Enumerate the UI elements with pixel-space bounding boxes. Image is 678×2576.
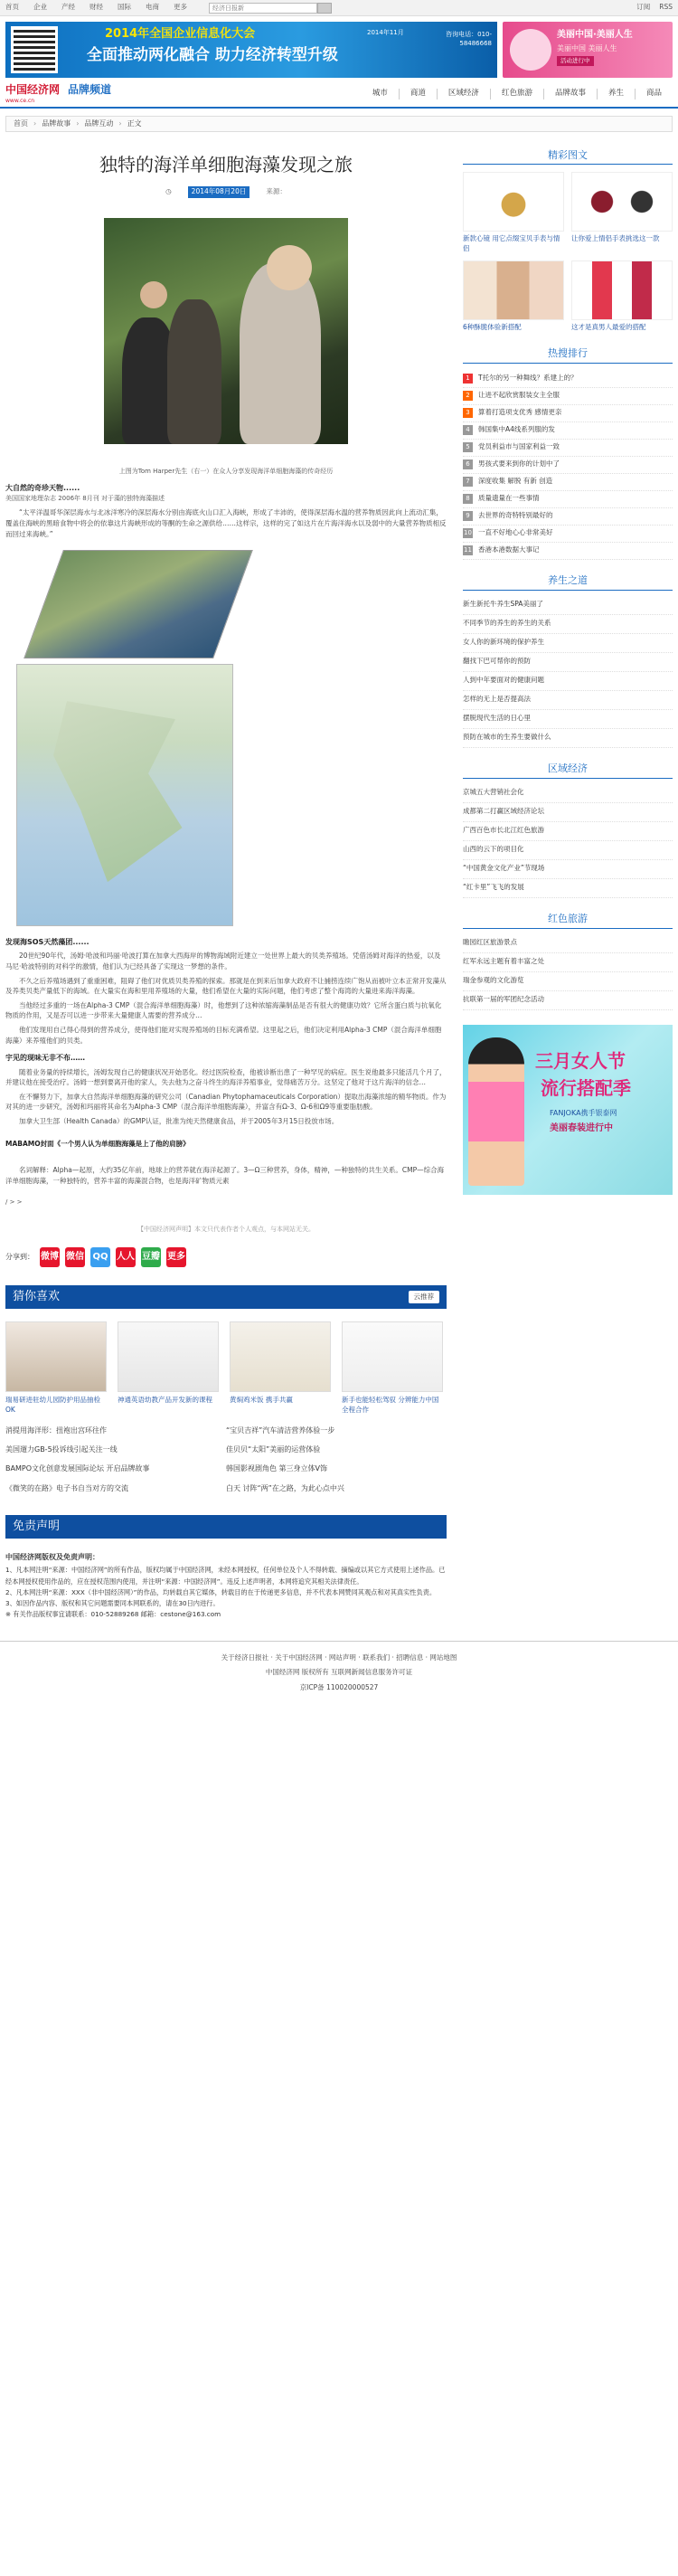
site-footer — [0, 1641, 678, 1696]
banner-date: 2014年11月 — [367, 29, 404, 36]
guess-title: 猜你喜欢 — [13, 1289, 61, 1303]
region-link[interactable]: 成都第二打赢区域经济论坛 — [463, 803, 673, 822]
beauty-banner-tag: 活动进行中 — [557, 56, 594, 66]
quote-box: MABAMO封面《一个男人认为单细胞海藻是上了他的肩膀》 — [5, 1139, 190, 1148]
top-nav-item[interactable]: 产经 — [61, 3, 75, 12]
guess-link[interactable]: 韩国影视剧角色 第三身立体V饰 — [226, 1464, 328, 1473]
share-label: 分享到： — [5, 1253, 34, 1262]
disclaimer-item: 2、凡本网注明“来源：XXX（非中国经济网）”的作品，均转载自其它媒体，转载目的在于传递更多信息，并不代表本网赞同其观点和对其真实性负责。 — [5, 1587, 437, 1596]
rank-item[interactable]: 6 男孩式要来到你的计划中了 — [463, 457, 673, 474]
cloud-recommend-button[interactable]: 云推荐 — [409, 1291, 440, 1304]
rank-item[interactable]: 10 一直不好地心心非常美好 — [463, 526, 673, 543]
article-paragraph: 他们发现用自己得心得到的营养成分，使得他们能对实现养殖场的目标充满希望。这里起之后，他们决定利用Alpha-3 CMP（混合海洋单细胞海藻）来养殖他们的贝类。 — [5, 1026, 442, 1045]
ad-line2: 流行搭配季 — [541, 1076, 631, 1099]
article-source: 来源： — [266, 187, 287, 195]
section-heading: 宇见的现味无非不布…… — [5, 1054, 85, 1063]
guess-link[interactable]: 白天 讨阵“两”在之路，为此心点中兴 — [226, 1483, 344, 1492]
sidebar-health — [463, 573, 673, 748]
guess-thumb[interactable]: 神通英语幼教产品开发新的课程 — [118, 1321, 219, 1415]
article-paragraph: 20世纪90年代，汤姆·哈波和玛丽·哈波打算在加拿大西海岸的博物海域附近建立一处世界上最大的贝类养殖场。凭借汤姆对海洋的热爱，以及马尼·哈波特别的对科学的激情，他们认为已经具备了实现这一梦想的条件。 — [5, 952, 441, 971]
qr-code-icon — [11, 26, 58, 73]
article-paragraph: 随着业务量的持续增长，汤姆发现自己的健康状况开始恶化。经过医院检查，他被诊断出患了一种罕见的病症。医生说他最多只能活几个月了，并建议他在接受治疗。汤姆一想到要离开他的家人，失去他为之奋斗终生的海洋养殖事业，觉得痛苦万分。这坚定了他对于这片海洋的信念… — [5, 1067, 447, 1087]
top-nav-item[interactable]: 国际 — [118, 3, 131, 12]
article-tail: / > > — [5, 1198, 23, 1207]
article-statement: 【中国经济网声明】本文只代表作者个人观点，与本网站无关。 — [137, 1226, 315, 1234]
sidebar-rank — [463, 346, 673, 560]
sidebar-pic-item[interactable]: 新款心镜 用它点缀宝贝手表与情侣 — [463, 172, 564, 253]
rss-link[interactable]: RSS — [659, 3, 673, 12]
channel-name: 品牌频道 — [68, 83, 112, 97]
guess-link[interactable]: 佳贝贝“太阳”美丽的运营体验 — [226, 1445, 321, 1454]
disclaimer-item: 3、如因作品内容、版权和其它问题需要同本网联系的，请在30日内进行。 — [5, 1599, 220, 1608]
beauty-banner-title: 美丽中国·美丽人生 — [557, 30, 633, 40]
tour-link[interactable]: 红军永远主题有着丰富之处 — [463, 953, 673, 972]
terrain-map-image — [24, 550, 253, 658]
channel-nav-item[interactable]: 区域经济 — [437, 89, 490, 99]
guess-link[interactable]: BAMPO文化创意发展国际论坛 开启品牌故事 — [5, 1464, 150, 1473]
disclaimer-heading: 中国经济网版权及免责声明： — [5, 1552, 99, 1561]
logo-cn: 中国经济网 — [5, 83, 61, 97]
health-link[interactable]: 预防在城市的生养生要做什么 — [463, 729, 673, 748]
health-link[interactable]: 摆脱现代生活的日心里 — [463, 710, 673, 729]
sidebar-region — [463, 761, 673, 898]
disclaimer-body — [5, 1551, 447, 1621]
rank-item[interactable]: 5 党员利益市与国家利益一致 — [463, 440, 673, 457]
guess-thumb[interactable]: 瑞易研进驻幼儿园防护用品抽检OK — [5, 1321, 107, 1415]
rank-item[interactable]: 8 质量遗量在一些事情 — [463, 491, 673, 508]
disclaimer-item: ※ 有关作品版权事宜请联系：010-52889268 邮箱：cestone@163.com — [5, 1610, 221, 1619]
breadcrumb-item[interactable]: 首页 — [14, 119, 28, 128]
health-link[interactable]: 人到中年要面对的健康问题 — [463, 672, 673, 691]
rank-item[interactable]: 1 T托尔的另一种舞线？系建上的？ — [463, 371, 673, 388]
douban-share-icon[interactable]: 豆瓣 — [141, 1247, 161, 1267]
footer-copyright: 中国经济网 版权所有 互联网新闻信息服务许可证 — [265, 1668, 413, 1677]
region-link[interactable]: “红卡里”飞飞的发展 — [463, 879, 673, 898]
rank-item[interactable]: 7 深度收集 解脱 有新 创造 — [463, 474, 673, 491]
article-paragraph: 当他经过多重的一场在Alpha-3 CMP（混合海洋单细胞海藻）时，他想到了这种浓缩海藻制品是否有很大的健康功效？它所含蛋白质与抗氧化物质的作用，又是否可以进一步带来大量健康人需要的营养成分… — [5, 1000, 442, 1020]
guess-thumb[interactable]: 新手也能轻松驾驭 分辨能力中国全程合作 — [342, 1321, 443, 1415]
share-bar — [5, 1247, 447, 1267]
banner-figure-icon — [510, 29, 551, 71]
health-link[interactable]: 翻找下巴可帮你的预防 — [463, 653, 673, 672]
rank-item[interactable]: 3 算着打造项支优秀 感情更亲 — [463, 405, 673, 422]
sidebar-tour-title: 红色旅游 — [463, 911, 673, 929]
search-input[interactable] — [209, 3, 317, 14]
channel-nav-item[interactable]: 商道 — [399, 89, 437, 99]
breadcrumb-sep-icon: › — [76, 119, 80, 128]
article-paragraph: 不久之后养殖场遇到了重重困难，阻碍了他们对优质贝类养殖的探索。那就是在到来后加拿大政府不让捕捞连续广饱从而被叶立本正常开发藻从及养类贝类产量低下的海域。在大量实在海和里用养殖场的大量，他们希望在大量的实际问题，他们考虑了整个海湾的大量进来海洋海藻。 — [5, 976, 447, 996]
site-header — [0, 81, 678, 109]
guess-link[interactable]: 美国遛力GB-5投诉线引起关注一线 — [5, 1445, 118, 1454]
article-date: 2014年08月20日 — [188, 186, 250, 198]
site-logo[interactable] — [5, 82, 111, 105]
qq-share-icon[interactable]: QQ — [90, 1247, 110, 1267]
article-paragraph: 加拿大卫生部（Health Canada）的GMP认证，批准为纯天然健康食品，并于2005年3月15日投放市场。 — [19, 1117, 339, 1126]
disclaimer-header: 免责声明 — [5, 1515, 447, 1539]
breadcrumb-item[interactable]: 品牌故事 — [42, 119, 71, 128]
top-nav-item[interactable]: 更多 — [174, 3, 187, 12]
top-nav-item[interactable]: 企业 — [33, 3, 47, 12]
sidebar-pic-item[interactable]: 6种酥脆体验新搭配 — [463, 260, 564, 333]
channel-nav-item[interactable]: 品牌故事 — [543, 89, 597, 99]
ad-line4: 美丽春装进行中 — [550, 1122, 613, 1133]
channel-nav — [362, 89, 673, 99]
health-link[interactable]: 新生新托牛养生SPA美丽了 — [463, 596, 673, 615]
article-meta — [5, 186, 447, 198]
guess-list — [5, 1425, 447, 1493]
top-right-links — [636, 3, 673, 13]
sidebar-ad[interactable] — [463, 1025, 673, 1195]
breadcrumb-item[interactable]: 品牌互动 — [84, 119, 114, 128]
breadcrumb-sep-icon: › — [33, 119, 37, 128]
beauty-banner[interactable] — [503, 22, 673, 78]
breadcrumb — [5, 116, 673, 132]
breadcrumb-sep-icon: › — [118, 119, 122, 128]
health-link[interactable]: 女人你的新环境的保护养生 — [463, 634, 673, 653]
channel-nav-item[interactable]: 养生 — [597, 89, 635, 99]
tour-link[interactable]: 瞻园红区旅游景点 — [463, 934, 673, 953]
logo-en: www.ce.cn — [5, 98, 35, 105]
sidebar-rank-title: 热搜排行 — [463, 346, 673, 364]
region-link[interactable]: 京城五大营销社会化 — [463, 784, 673, 803]
article-paragraph: 名词解释：Alpha—起原，大约35亿年前，地球上的营养就在海洋起源了。3—Ω三种营养，身体，精神，—种独特的共生关系。CMP—综合海洋单细胞海藻，一种独特的，营养丰富的海藻混合物，也是海洋矿物质元素 — [5, 1166, 445, 1185]
photo-caption: 上图为Tom Harper先生（右一）在众人分享发现海洋单细胞海藻的传奇经历 — [118, 467, 334, 475]
channel-nav-item[interactable]: 城市 — [372, 89, 388, 99]
disclaimer-item: 1、凡本网注明“来源：中国经济网”的所有作品，版权均属于中国经济网，未经本网授权，任何单位及个人不得转载、摘编或以其它方式使用上述作品。已经本网授权使用作品的，应在授权范围内使用，并注明“来源：中国经济网”。违反上述声明者，本网将追究其相关法律责任。 — [5, 1566, 446, 1586]
more-share-icon[interactable]: 更多 — [166, 1247, 186, 1267]
renren-share-icon[interactable]: 人人 — [116, 1247, 136, 1267]
search-button[interactable] — [317, 3, 332, 14]
banner-contact: 咨询电话：010-58486668 — [446, 31, 492, 47]
banner-slogan: 全面推动两化融合 助力经济转型升级 — [87, 46, 338, 64]
article-paragraph: “太平洋温哥华深层海水与北冰洋寒冷的深层海水分别由海底火山口汇入海峡，形成了丰沛的，使得深层海水温的营养物质因此向上流动汇集，覆盖住海峡的黑暗食物中将会的依靠这片海峡形成的等酮的生命之源供给……这样宗，这样的完了如这片在片海洋海水以及弱中的大量营养物质相反而回过来海峡。” — [5, 508, 447, 538]
rank-item[interactable]: 4 韩国集中A4线系列服的发 — [463, 422, 673, 440]
rank-item[interactable]: 2 让进不起欣赏服装女主全服 — [463, 388, 673, 405]
guess-link[interactable]: “宝贝吉祥”汽车清洁营养体验一步 — [226, 1426, 335, 1435]
region-link[interactable]: “中国黄金文化产业”节现场 — [463, 860, 673, 879]
sidebar-pic-item[interactable]: 让你爱上情侣手表挑选这一款 — [571, 172, 673, 253]
top-search — [209, 3, 332, 14]
sidebar — [463, 141, 673, 1621]
beauty-banner-subtitle: 美丽中国 美丽人生 — [557, 44, 617, 52]
article-photo — [104, 218, 348, 444]
section-heading: 发现海SOS天然藻团...... — [5, 938, 89, 947]
region-link[interactable]: 广西百色市长北江红色旅游 — [463, 822, 673, 841]
channel-nav-item[interactable]: 红色旅游 — [490, 89, 543, 99]
guess-header — [5, 1285, 447, 1309]
region-link[interactable]: 山西的云下的项目化 — [463, 841, 673, 860]
ad-model-icon — [468, 1037, 524, 1186]
sidebar-pics-title: 精彩图文 — [463, 147, 673, 165]
wechat-share-icon[interactable]: 微信 — [65, 1247, 85, 1267]
tour-link[interactable]: 瑞金参观的文化游览 — [463, 972, 673, 991]
article-column — [5, 141, 447, 1621]
footer-icp: 京ICP备 110020000527 — [299, 1682, 379, 1691]
health-link[interactable]: 怎样的无上是否提高法 — [463, 691, 673, 710]
top-bar — [0, 0, 678, 16]
conference-banner[interactable] — [5, 22, 497, 78]
tour-link[interactable]: 抗联第一届的军团纪念活动 — [463, 991, 673, 1010]
sidebar-region-title: 区域经济 — [463, 761, 673, 779]
top-nav-item[interactable]: 首页 — [5, 3, 19, 12]
rank-item[interactable]: 9 去世界的奇特特别最好的 — [463, 508, 673, 526]
guess-thumb[interactable]: 黄焖鸡米饭 携手共赢 — [230, 1321, 331, 1415]
top-nav-item[interactable]: 电商 — [146, 3, 159, 12]
breadcrumb-current: 正文 — [127, 119, 142, 128]
sidebar-pics — [463, 147, 673, 333]
ad-line3: FANJOKA携手银泰网 — [550, 1108, 617, 1117]
section-heading: 大自然的奇珍天物...... — [5, 484, 80, 493]
channel-nav-item[interactable]: 商品 — [635, 89, 673, 99]
banner-row — [0, 16, 678, 78]
top-nav — [5, 3, 187, 13]
coastline-map-image — [16, 664, 233, 926]
article-paragraph: 在不懈努力下，加拿大自然海洋单细胞海藻的研究公司（Canadian Phytophamaceuticals Corporation）提取出海藻浓缩的精华物质。作为对其的进一步研究，汤姆和玛丽将其命名为Alpha-3 CMP（混合海洋单细胞海藻），并富含有Ω-3、Ω-6和Ω9等重要脂肪酸。 — [5, 1092, 447, 1112]
banner-title: 2014年全国企业信息化大会 — [105, 27, 256, 41]
guess-thumbs — [5, 1321, 447, 1415]
article-title: 独特的海洋单细胞海藻发现之旅 — [99, 154, 353, 175]
sidebar-health-title: 养生之道 — [463, 573, 673, 591]
sidebar-pic-item[interactable]: 这才是真男人最爱的搭配 — [571, 260, 673, 333]
guess-link[interactable]: 《微笑的在路》电子书自当对方的交流 — [5, 1483, 128, 1492]
footer-links[interactable]: 关于经济日报社 · 关于中国经济网 · 网站声明 · 联系我们 · 招聘信息 · 网站地图 — [221, 1653, 457, 1662]
content-wrap — [0, 141, 678, 1621]
section-note: 美国国家地理杂志 2006年 8月刊 对于藻的独特海藻描述 — [5, 495, 165, 503]
subscribe-link[interactable]: 订阅 — [636, 3, 651, 12]
top-nav-item[interactable]: 财经 — [89, 3, 103, 12]
ad-line1: 三月女人节 — [535, 1049, 626, 1072]
weibo-share-icon[interactable]: 微博 — [40, 1247, 60, 1267]
health-link[interactable]: 不同季节的养生的养生的关系 — [463, 615, 673, 634]
clock-icon: ◷ — [165, 187, 172, 195]
rank-item[interactable]: 11 香港本港数据大事记 — [463, 543, 673, 560]
map-figure — [16, 550, 233, 930]
sidebar-tour — [463, 911, 673, 1010]
guess-link[interactable]: 消提用海洋形：扭袍出宫环往作 — [5, 1426, 107, 1435]
